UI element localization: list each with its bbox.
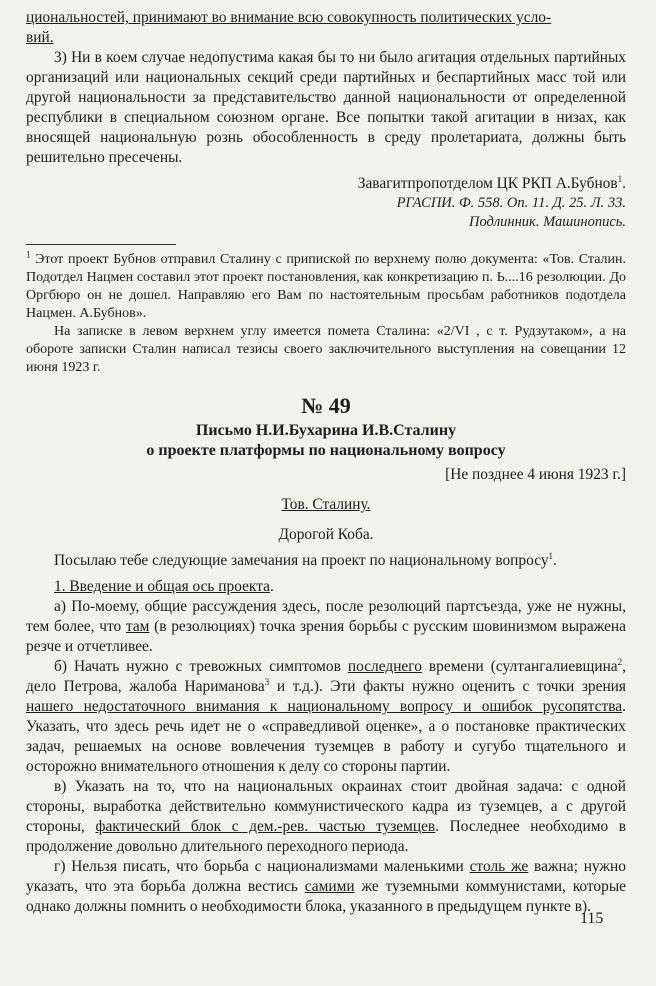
document-date: [Не позднее 4 июня 1923 г.] (445, 466, 626, 483)
footnote-1-continued: На записке в левом верхнем углу имеется помета Сталина: «2/VI , с т. Рудзутаком», а на обороте записки Сталин написал тезисы своего заключительного выступления на совещании 12 июня 1923 г. (26, 324, 626, 375)
document-type: Подлинник. Машинопись. (468, 214, 626, 230)
point-a: а) По-моему, общие рассуждения здесь, после резолюций партсъезда, уже не нужны, тем более, что там (в резолюциях) точка зрения борьбы с русским шовинизмом выражена резче и отчетливее. (26, 598, 626, 655)
intro-paragraph: Посылаю тебе следующие замечания на проект по национальному вопросу$^1$. (54, 550, 557, 569)
signature: Завагитпропотделом ЦК РКП А.Бубнов$^1$. (357, 173, 626, 192)
page (26, 8, 626, 917)
document-title-line-2: о проекте платформы по национальному вопросу (146, 442, 506, 459)
document-title-line-1: Письмо Н.И.Бухарина И.В.Сталину (195, 422, 457, 439)
footnote-1: $^1$ Этот проект Бубнов отправил Сталину с припиской по верхнему полю документа: «Тов. Сталин. Подотдел Нацмен составил этот проект постановления, как конкретизацию п. Ь....16 резолюции. До Оргбюро он не дошел. Направляю его Вам по настоятельным просьбам работников подотдела Нацмен. А.Бубнов». (26, 249, 626, 321)
document-number: № 49 (301, 393, 351, 418)
greeting: Дорогой Коба. (278, 526, 374, 543)
point-3-paragraph: 3) Ни в коем случае недопустима какая бы то ни было агитация отдельных партийных организаций или национальных секций среди партийных и беспартийных масс той или другой национальности за представительство данной национальности от определенной республики в специальном союзном органе. Все попытки такой агитации в низах, как вносящей национальную рознь обособленность в среду пролетариата, должны быть решительно пресечены. (26, 49, 626, 166)
footnote-divider (26, 244, 176, 245)
section-1-heading: 1. Введение и общая ось проекта. (54, 578, 274, 595)
addressee: Тов. Сталину. (281, 496, 371, 513)
continued-text: циональностей, принимают во внимание всю совокупность политических усло- вий. (26, 9, 552, 46)
page-number: 115 (580, 910, 604, 927)
point-d: г) Нельзя писать, что борьба с национализмами маленькими столь же важна; нужно указать, что эта борьба должна вестись самими же туземными коммунистами, которые однако должны помнить о необходимости блока, указанного в предыдущем пункте в). (26, 858, 626, 915)
point-c: в) Указать на то, что на национальных окраинах стоит двойная задача: с одной стороны, выработка действительно коммунистического кадра из туземцев, а с другой стороны, фактический блок с дем.-рев. частью туземцев. Последнее необходимо в продолжение довольно длительного переходного периода. (26, 778, 627, 855)
archive-reference: РГАСПИ. Ф. 558. Оп. 11. Д. 25. Л. 33. (396, 195, 626, 211)
point-b: б) Начать нужно с тревожных симптомов последнего времени (султангалиевщина$^2$, дело Петрова, жалоба Нариманова$^3$ и т.д.). Эти факты нужно оценить с точки зрения нашего недостаточного внимания к национальному вопросу и ошибок русопятства. Указать, что здесь речь идет не о «справедливой оценке», а о постановке практических задач, решаемых на основе вовлечения туземцев в работу и сугубо тщательного и осторожно внимательного отношения к делу со стороны партии. (26, 656, 626, 775)
